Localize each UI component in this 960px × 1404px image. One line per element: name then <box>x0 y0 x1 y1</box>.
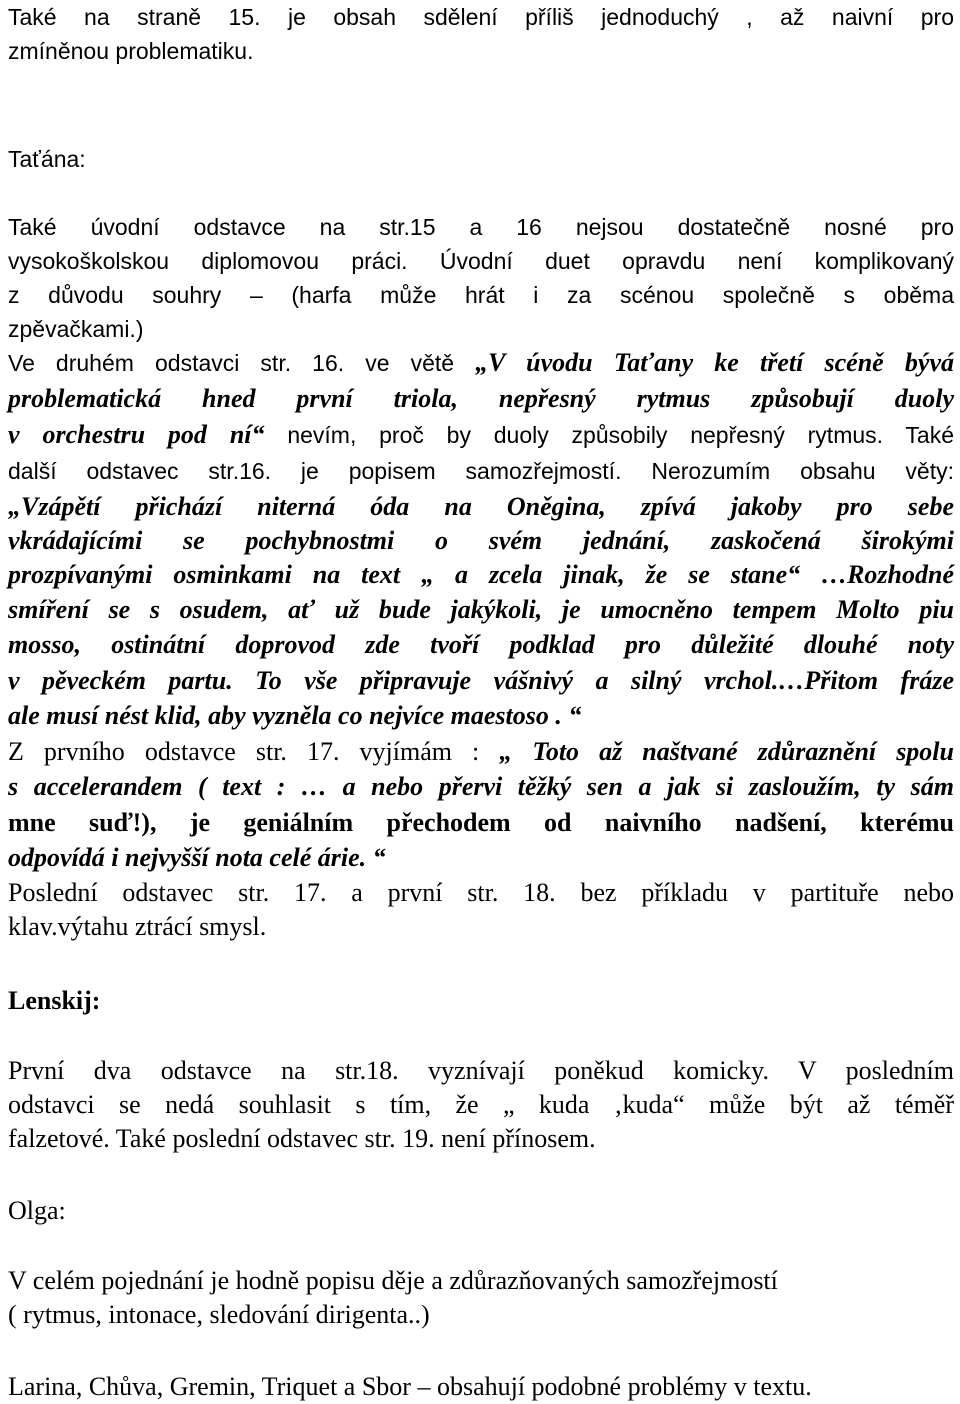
text-line: První dva odstavce na str.18. vyznívají poněkud komicky. V posledním <box>8 1056 954 1085</box>
text-line: další odstavec str.16. je popisem samozřejmostí. Nerozumím obsahu věty: <box>8 458 954 484</box>
text-line <box>8 418 954 452</box>
section-heading-tatana: Taťána: <box>8 146 86 172</box>
text-line: vysokoškolskou diplomovou práci. Úvodní duet opravdu není komplikovaný <box>8 248 954 274</box>
text-line: Larina, Chůva, Gremin, Triquet a Sbor – obsahují podobné problémy v textu. <box>8 1372 812 1401</box>
text-span: nevím, proč by duoly způsobily nepřesný rytmus. Také <box>264 422 954 448</box>
section-heading-olga: Olga: <box>8 1196 66 1225</box>
quote-span: „V úvodu Taťany ke třetí scéně bývá <box>475 348 954 377</box>
text-line <box>8 735 954 769</box>
quote-line: vkrádajícími se pochybnostmi o svém jednání, zaskočená širokými <box>8 526 954 555</box>
text-line: zpěvačkami.) <box>8 316 144 342</box>
text-line: klav.výtahu ztrácí smysl. <box>8 912 267 941</box>
text-line: odstavci se nedá souhlasit s tím, že „ kuda ‚kuda“ může být až téměř <box>8 1090 954 1119</box>
section-heading-lenskij: Lenskij: <box>8 986 101 1015</box>
text-line <box>8 346 954 380</box>
text-line: Také úvodní odstavce na str.15 a 16 nejsou dostatečně nosné pro <box>8 214 954 240</box>
quote-line: prozpívanými osminkami na text „ a zcela jinak, že se stane“ …Rozhodné <box>8 560 954 589</box>
quote-line: mne suď!), je geniálním přechodem od naivního nadšení, kterému <box>8 808 954 837</box>
quote-line: s accelerandem ( text : … a nebo přervi těžký sen a jak si zasloužím, ty sám <box>8 772 954 801</box>
text-span: Ve druhém odstavci str. 16. ve větě <box>8 350 476 376</box>
quote-span: „ Toto až naštvané zdůraznění spolu <box>499 737 954 766</box>
text-line: Poslední odstavec str. 17. a první str. 18. bez příkladu v partituře nebo <box>8 878 954 907</box>
text-line: ( rytmus, intonace, sledování dirigenta..) <box>8 1300 430 1329</box>
quote-span: v orchestru pod ní“ <box>8 420 265 449</box>
quote-line: „Vzápětí přichází niterná óda na Oněgina, zpívá jakoby pro sebe <box>8 492 954 521</box>
text-line: Také na straně 15. je obsah sdělení příliš jednoduchý , až naivní pro <box>8 4 954 30</box>
quote-line: v pěveckém partu. To vše připravuje vášnivý a silný vrchol.…Přitom fráze <box>8 666 954 695</box>
text-span: Z prvního odstavce str. 17. vyjímám : <box>8 737 500 766</box>
text-line: V celém pojednání je hodně popisu děje a zdůrazňovaných samozřejmostí <box>8 1266 778 1295</box>
text-line: falzetové. Také poslední odstavec str. 19. není přínosem. <box>8 1124 596 1153</box>
quote-line: odpovídá i nejvyšší nota celé árie. “ <box>8 843 386 872</box>
quote-line: problematická hned první triola, nepřesný rytmus způsobují duoly <box>8 384 954 413</box>
quote-line: ale musí nést klid, aby vyzněla co nejvíce maestoso . “ <box>8 701 582 730</box>
quote-line: smíření se s osudem, ať už bude jakýkoli, je umocněno tempem Molto piu <box>8 595 954 624</box>
text-line: z důvodu souhry – (harfa může hrát i za scénou společně s oběma <box>8 282 954 308</box>
text-line: zmíněnou problematiku. <box>8 38 254 64</box>
quote-line: mosso, ostinátní doprovod zde tvoří podklad pro důležité dlouhé noty <box>8 630 954 659</box>
